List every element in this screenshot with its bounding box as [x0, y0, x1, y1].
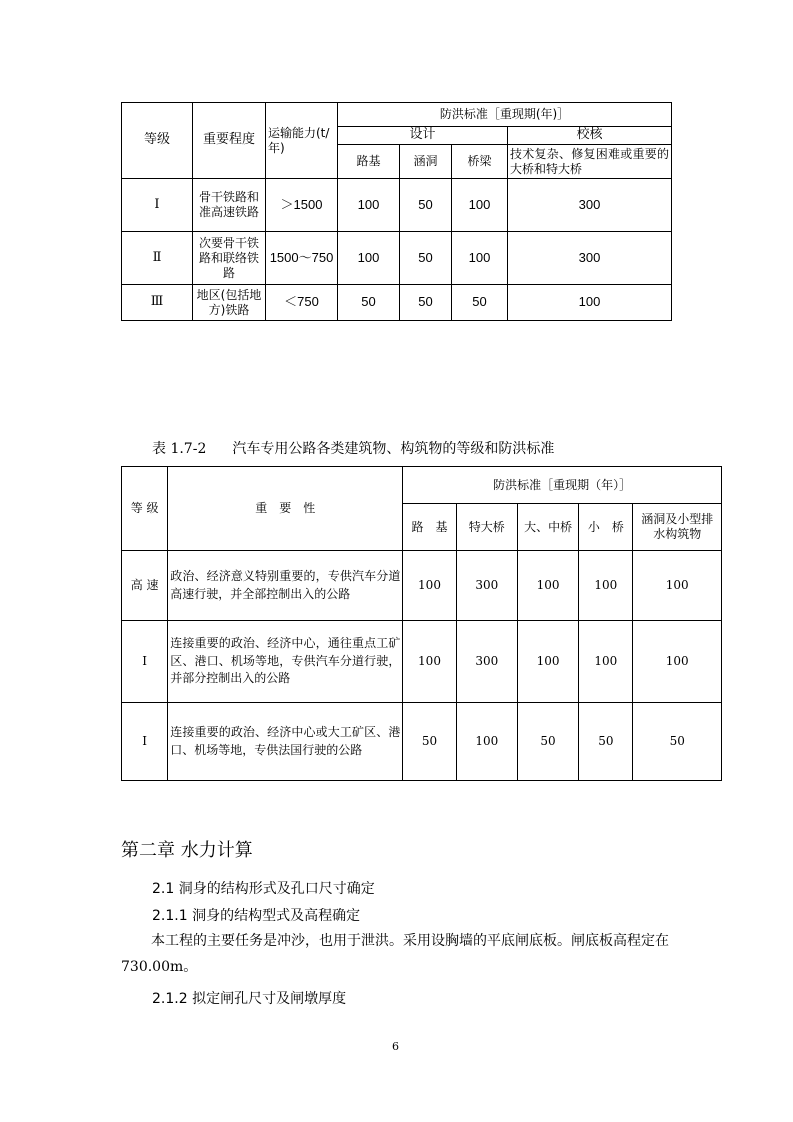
cell-big-bridge: 100: [456, 703, 517, 781]
header-grade: 等 级: [122, 467, 168, 551]
table-row: [122, 703, 722, 781]
railway-flood-standard-table: [121, 102, 672, 321]
cell-importance: 次要骨干铁路和联络铁路: [193, 232, 266, 285]
header-importance: 重 要 性: [168, 467, 403, 551]
cell-importance: 骨干铁路和准高速铁路: [193, 179, 266, 232]
table-caption-title: 汽车专用公路各类建筑物、构筑物的等级和防洪标准: [232, 441, 555, 457]
section-2-1-1-title: 2.1.1 洞身的结构型式及高程确定: [152, 908, 361, 924]
cell-roadbed: 100: [338, 179, 400, 232]
cell-grade: Ⅲ: [122, 285, 193, 321]
header-small-bridge: 小 桥: [579, 504, 633, 551]
header-grade: 等级: [122, 103, 193, 179]
cell-bridge: 50: [452, 285, 508, 321]
table-caption: [152, 438, 580, 458]
cell-importance: 地区(包括地方)铁路: [193, 285, 266, 321]
header-big-bridge: 特大桥: [456, 504, 517, 551]
cell-grade: 高 速: [122, 551, 168, 621]
header-bridge: 桥梁: [452, 145, 508, 179]
header-flood-standard: 防洪标准［重现期（年）］: [403, 467, 722, 504]
header-roadbed: 路基: [338, 145, 400, 179]
cell-roadbed: 100: [403, 551, 456, 621]
cell-grade: Ⅱ: [122, 232, 193, 285]
header-importance: 重要程度: [193, 103, 266, 179]
cell-mid-bridge: 100: [517, 551, 578, 621]
table-row: [122, 232, 672, 285]
cell-small-bridge: 50: [579, 703, 633, 781]
cell-culvert: 50: [400, 285, 452, 321]
table-caption-number: 表 1.7-2: [152, 441, 207, 457]
header-check-desc: 技术复杂、修复困难或重要的大桥和特大桥: [508, 145, 672, 179]
cell-grade: Ⅰ: [122, 621, 168, 703]
cell-big-bridge: 300: [456, 551, 517, 621]
chapter-title: 第二章 水力计算: [121, 840, 253, 861]
header-mid-bridge: 大、中桥: [517, 504, 578, 551]
cell-capacity: ＜750: [266, 285, 338, 321]
cell-importance: 连接重要的政治、经济中心或大工矿区、港口、机场等地，专供法国行驶的公路: [168, 703, 403, 781]
cell-big-bridge: 300: [456, 621, 517, 703]
table-row: [122, 179, 672, 232]
header-culvert: 涵洞: [400, 145, 452, 179]
cell-roadbed: 100: [338, 232, 400, 285]
cell-small-bridge: 100: [579, 551, 633, 621]
cell-importance: 连接重要的政治、经济中心，通往重点工矿区、港口、机场等地，专供汽车分道行驶，并部分控制出入的公路: [168, 621, 403, 703]
header-flood-standard: 防洪标准［重现期(年)］: [338, 103, 672, 127]
section-2-1-title: 2.1 洞身的结构形式及孔口尺寸确定: [152, 881, 375, 897]
header-capacity: 运输能力(t/年): [266, 103, 338, 179]
cell-grade: Ⅰ: [122, 703, 168, 781]
header-roadbed: 路 基: [403, 504, 456, 551]
cell-culvert: 50: [633, 703, 722, 781]
cell-capacity: ＞1500: [266, 179, 338, 232]
cell-culvert: 50: [400, 179, 452, 232]
cell-small-bridge: 100: [579, 621, 633, 703]
table-row: [122, 285, 672, 321]
body-paragraph: 本工程的主要任务是冲沙，也用于泄洪。采用设胸墙的平底闸底板。闸底板高程定在 730.00m。: [121, 933, 669, 975]
cell-culvert: 100: [633, 551, 722, 621]
header-check: 校核: [508, 127, 672, 145]
table-row: [122, 551, 722, 621]
cell-bridge: 100: [452, 232, 508, 285]
section-2-1-2-title: 2.1.2 拟定闸孔尺寸及闸墩厚度: [152, 991, 347, 1007]
cell-check: 100: [508, 285, 672, 321]
cell-culvert: 100: [633, 621, 722, 703]
cell-capacity: 1500～750: [266, 232, 338, 285]
cell-check: 300: [508, 232, 672, 285]
cell-mid-bridge: 50: [517, 703, 578, 781]
cell-culvert: 50: [400, 232, 452, 285]
cell-grade: Ⅰ: [122, 179, 193, 232]
highway-flood-standard-table: [121, 466, 722, 781]
cell-roadbed: 100: [403, 621, 456, 703]
cell-roadbed: 50: [338, 285, 400, 321]
cell-check: 300: [508, 179, 672, 232]
header-design: 设计: [338, 127, 508, 145]
page-number: 6: [392, 1040, 399, 1053]
cell-bridge: 100: [452, 179, 508, 232]
header-culvert: 涵洞及小型排水构筑物: [633, 504, 722, 551]
cell-roadbed: 50: [403, 703, 456, 781]
cell-importance: 政治、经济意义特别重要的，专供汽车分道高速行驶，并全部控制出入的公路: [168, 551, 403, 621]
table-row: [122, 621, 722, 703]
cell-mid-bridge: 100: [517, 621, 578, 703]
